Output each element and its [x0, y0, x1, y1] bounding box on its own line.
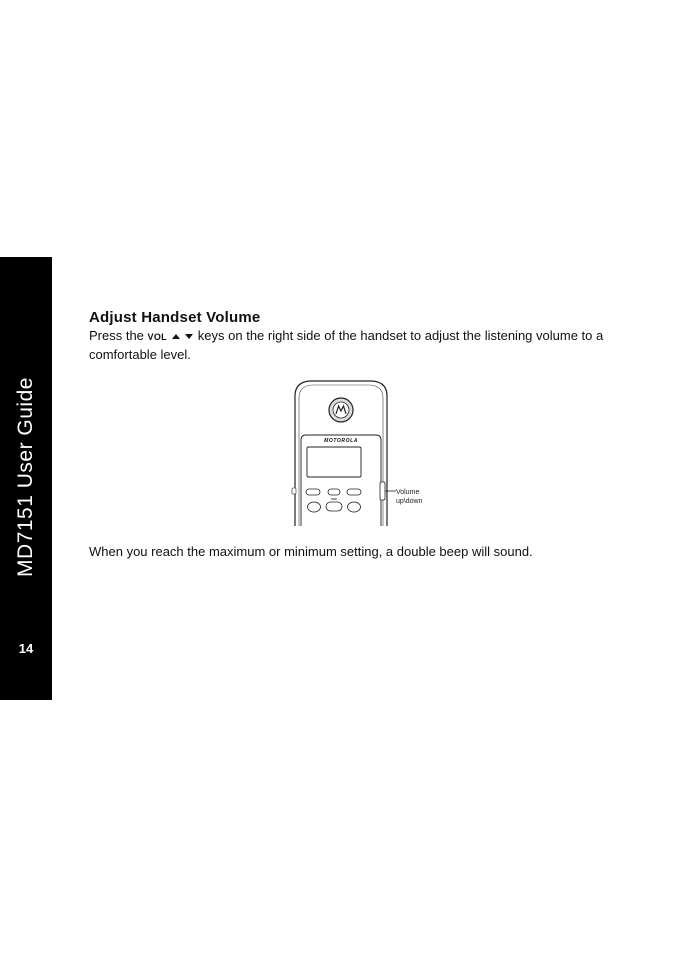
arrow-up-icon	[172, 334, 180, 339]
brand-text: MOTOROLA	[324, 438, 358, 444]
intro-text-end: keys on the right side of the handset to adjust the listening volume to a comfortable level.	[89, 328, 604, 362]
intro-text-start: Press the	[89, 328, 148, 343]
arrow-down-icon	[185, 334, 193, 339]
soft-key-left	[306, 489, 320, 495]
section-heading: Adjust Handset Volume	[89, 309, 261, 326]
intro-paragraph	[89, 327, 637, 364]
soft-key-right	[347, 489, 361, 495]
handset-illustration	[286, 378, 396, 530]
callout-line-2: up\down	[396, 498, 423, 505]
page-number: 14	[18, 641, 34, 656]
sidebar-title: MD7151 User Guide	[14, 377, 37, 577]
callout-line-1: Volume	[396, 489, 420, 496]
menu-key	[328, 489, 340, 495]
volume-key	[380, 482, 385, 500]
vol-key-label: VOL	[147, 332, 167, 342]
talk-key	[308, 502, 321, 512]
end-key	[348, 502, 361, 512]
volume-callout	[396, 488, 422, 506]
closing-paragraph: When you reach the maximum or minimum setting, a double beep will sound.	[89, 544, 533, 559]
nav-key	[326, 502, 342, 511]
display-screen	[307, 447, 361, 477]
